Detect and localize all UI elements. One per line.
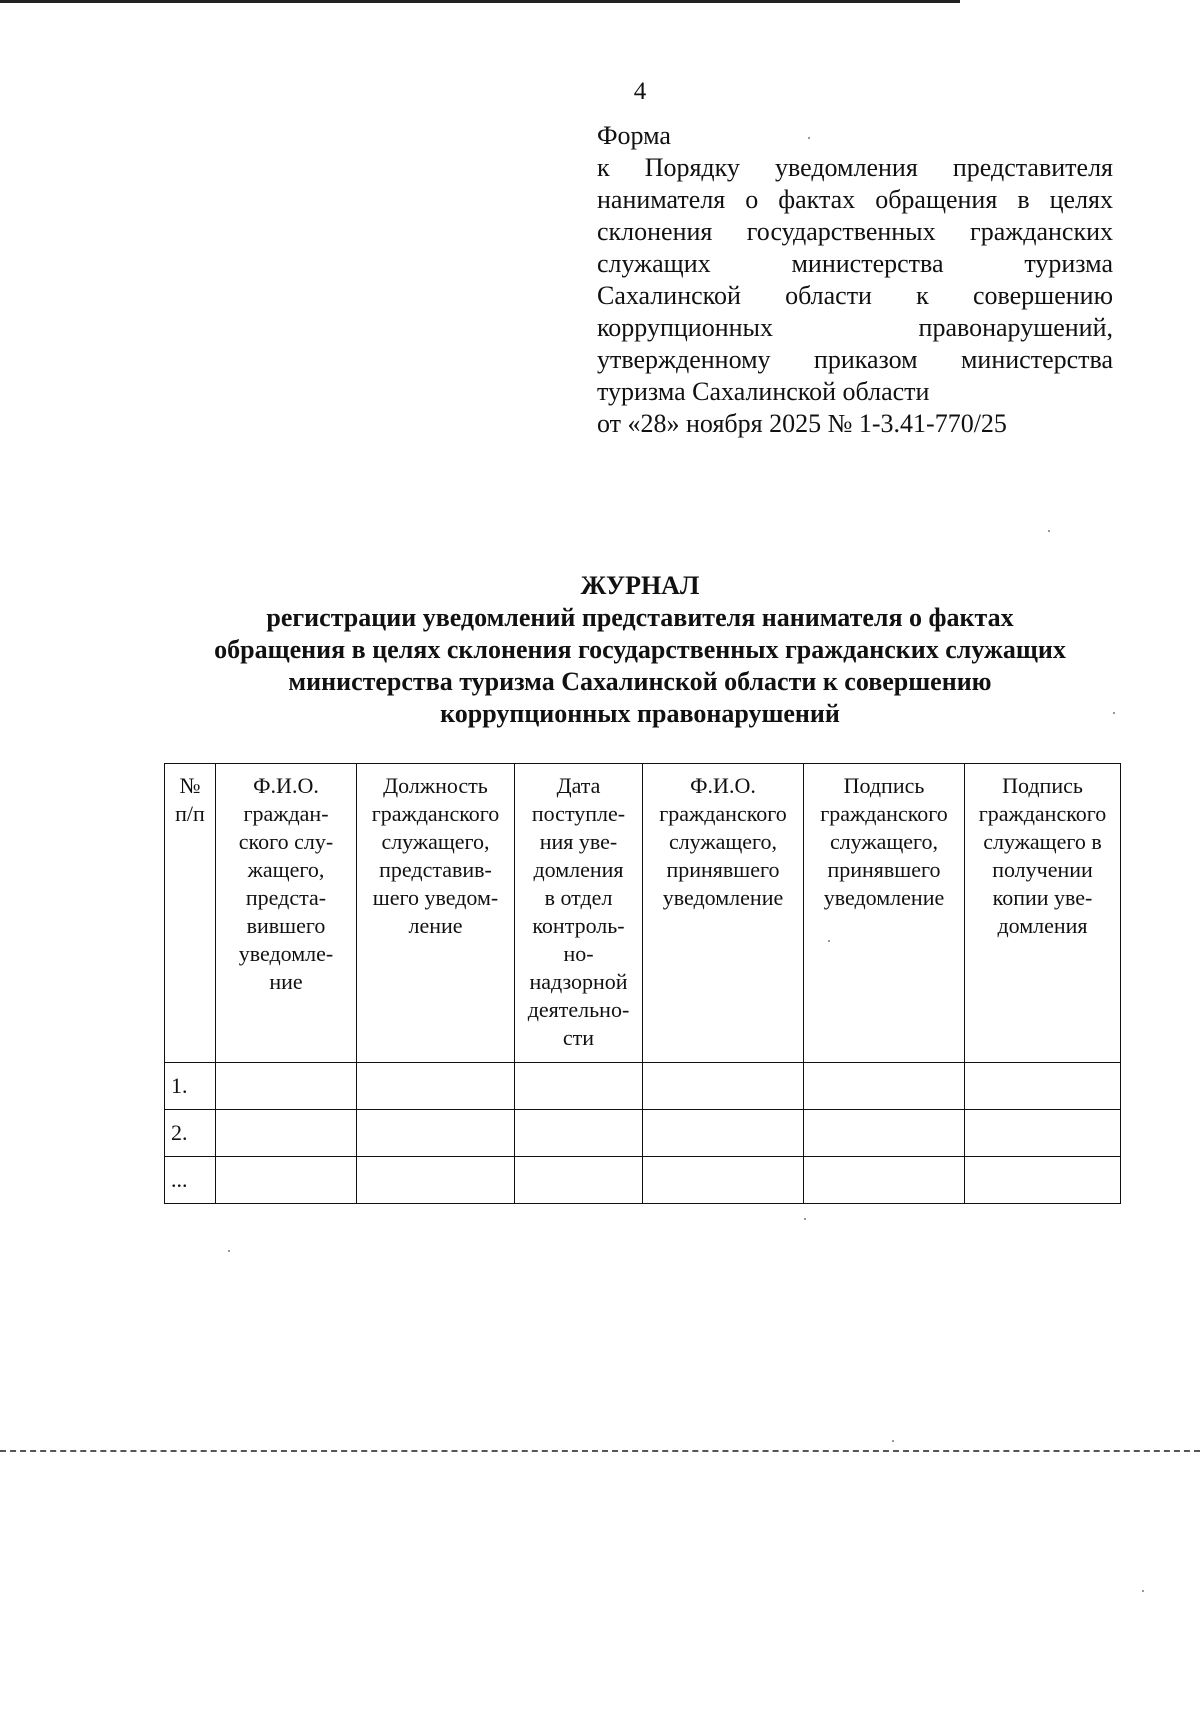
header-text: представив- (379, 857, 492, 882)
header-text: ление (408, 913, 463, 938)
table-cell (515, 1157, 643, 1204)
table-cell (216, 1157, 357, 1204)
scan-speck (1142, 1590, 1144, 1592)
header-text: служащего, (668, 829, 778, 854)
column-header-receiver-name (643, 764, 804, 1063)
header-text: но- (563, 941, 594, 966)
header-text: Подпись (843, 773, 925, 798)
header-text: домления (533, 857, 624, 882)
header-text: надзорной (529, 969, 628, 994)
table-cell (643, 1110, 804, 1157)
header-text: гражданского (659, 801, 787, 826)
scan-speck (1048, 530, 1050, 532)
form-line: коррупционных правонарушений, (597, 313, 1113, 342)
form-line: от «28» ноября 2025 № 1-3.41-770/25 (597, 409, 1007, 438)
table-cell (965, 1063, 1121, 1110)
table-cell (357, 1063, 515, 1110)
column-header-number (165, 764, 216, 1063)
header-text: уведомление (823, 885, 945, 910)
header-text: гражданского (820, 801, 948, 826)
header-text: контроль- (532, 913, 625, 938)
journal-subtitle-line: обращения в целях склонения государственных гражданских служащих (214, 635, 1066, 664)
column-header-copy-receipt-signature (965, 764, 1121, 1063)
header-text: ского слу- (238, 829, 334, 854)
header-text: ния уве- (539, 829, 618, 854)
header-text: деятельно- (527, 997, 630, 1022)
table-cell (515, 1110, 643, 1157)
table-cell (515, 1063, 643, 1110)
table-cell (357, 1110, 515, 1157)
table-cell (965, 1157, 1121, 1204)
table-cell (965, 1110, 1121, 1157)
journal-table (164, 763, 1121, 1204)
form-line: туризма Сахалинской области (597, 377, 930, 406)
row-number-cell: 1. (165, 1063, 216, 1110)
header-text: служащего в (983, 829, 1102, 854)
scan-speck (828, 940, 830, 942)
page-number: 4 (633, 78, 647, 105)
table-cell (643, 1063, 804, 1110)
header-text: граждан- (243, 801, 329, 826)
scan-speck (1113, 712, 1115, 714)
table-cell (804, 1063, 965, 1110)
header-text: поступле- (531, 801, 626, 826)
row-number-cell: ... (165, 1157, 216, 1204)
header-text: принявшего (827, 857, 941, 882)
header-text: домления (997, 913, 1088, 938)
table-row (165, 1063, 1121, 1110)
header-text: в отдел (544, 885, 613, 910)
header-text: копии уве- (992, 885, 1093, 910)
header-text: жащего, (247, 857, 325, 882)
header-text: принявшего (666, 857, 780, 882)
journal-subtitle-line: регистрации уведомлений представителя нанимателя о фактах (266, 603, 1014, 632)
scan-speck (228, 1250, 230, 1252)
header-text: Должность (383, 773, 488, 798)
header-text: служащего, (829, 829, 939, 854)
table-header-row (165, 764, 1121, 1063)
table-cell (357, 1157, 515, 1204)
header-text: Ф.И.О. (253, 773, 319, 798)
header-text: гражданского (371, 801, 500, 826)
form-line: склонения государственных гражданских (597, 217, 1113, 246)
header-text: уведомле- (238, 941, 334, 966)
form-line: служащих министерства туризма (597, 249, 1113, 278)
header-text: уведомление (662, 885, 784, 910)
scan-top-edge (0, 0, 960, 3)
header-text: служащего, (381, 829, 490, 854)
journal-heading: ЖУРНАЛ (580, 571, 700, 600)
header-text: гражданского (978, 801, 1107, 826)
column-header-submitter-position (357, 764, 515, 1063)
scan-dashed-line (0, 1450, 1200, 1452)
row-number-cell: 2. (165, 1110, 216, 1157)
form-approval-block (597, 120, 1113, 440)
header-text: Подпись (1002, 773, 1083, 798)
scan-speck (804, 1218, 806, 1220)
column-header-receipt-date (515, 764, 643, 1063)
header-text: предста- (245, 885, 327, 910)
form-line: Форма (597, 121, 671, 150)
table-cell (804, 1157, 965, 1204)
scan-speck (808, 137, 810, 139)
table-cell (216, 1063, 357, 1110)
form-line: нанимателя о фактах обращения в целях (597, 185, 1113, 214)
form-line: Сахалинской области к совершению (597, 281, 1113, 310)
column-header-submitter-name (216, 764, 357, 1063)
form-line: к Порядку уведомления представителя (597, 153, 1113, 182)
table-row (165, 1110, 1121, 1157)
header-text: получении (992, 857, 1093, 882)
journal-subtitle-line: коррупционных правонарушений (440, 699, 840, 728)
header-text: Дата (556, 773, 601, 798)
journal-title (160, 570, 1120, 730)
header-text: п/п (175, 801, 205, 826)
header-text: ние (269, 969, 303, 994)
table-row (165, 1157, 1121, 1204)
column-header-receiver-signature (804, 764, 965, 1063)
table-cell (216, 1110, 357, 1157)
header-text: № (179, 773, 201, 798)
header-text: шего уведом- (372, 885, 499, 910)
form-line: утвержденному приказом министерства (597, 345, 1113, 374)
header-text: вившего (246, 913, 326, 938)
header-text: сти (562, 1025, 595, 1050)
table-cell (643, 1157, 804, 1204)
header-text: Ф.И.О. (690, 773, 756, 798)
journal-subtitle-line: министерства туризма Сахалинской области к совершению (288, 667, 992, 696)
table-cell (804, 1110, 965, 1157)
scan-speck (892, 1440, 894, 1442)
